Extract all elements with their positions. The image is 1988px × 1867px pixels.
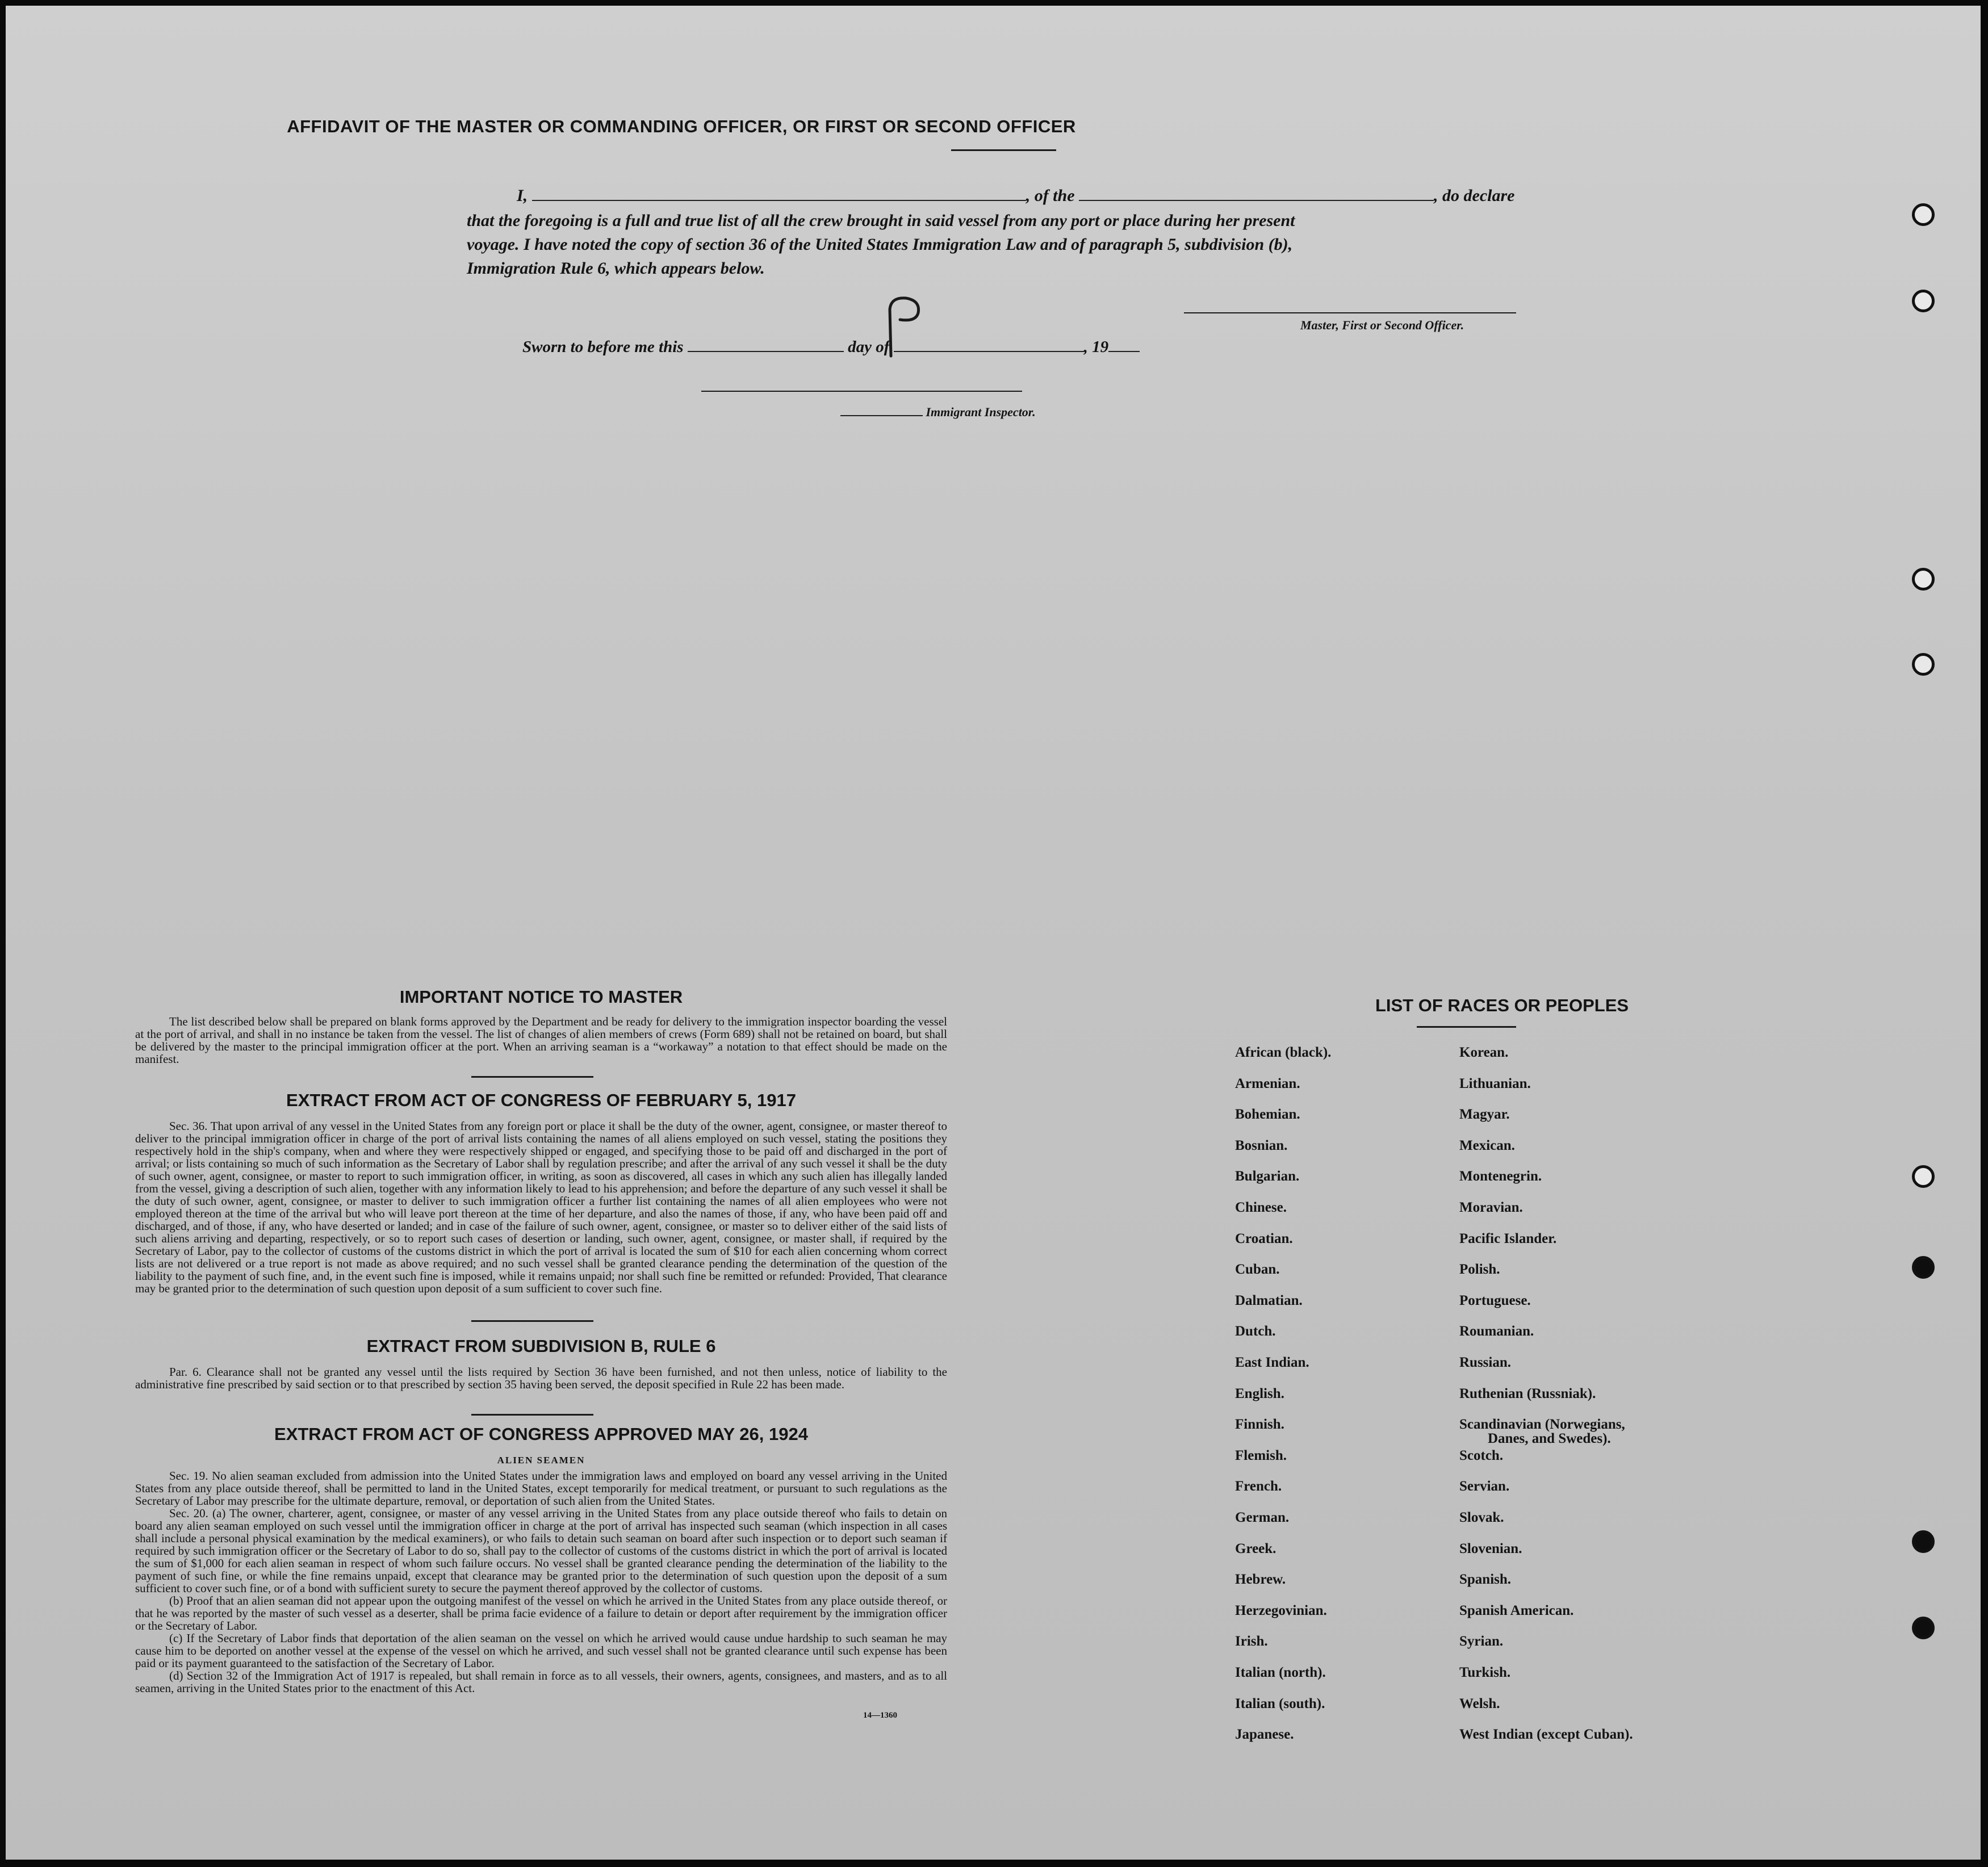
race-item: Bulgarian.: [1235, 1169, 1300, 1184]
race-item: Herzegovinian.: [1235, 1602, 1327, 1618]
race-item: Greek.: [1235, 1541, 1276, 1556]
divider: [1417, 1026, 1516, 1028]
binder-hole: [1912, 1256, 1935, 1279]
binder-hole: [1912, 290, 1935, 312]
sec-20b-paragraph: (b) Proof that an alien seaman did not appear upon the outgoing manifest of the vessel on which he arrived in the United States from any place outside thereof, or that he was reported by the master of such vessel as a deserter, shall be prima facie evidence of a failure to detain or deport after requirement by the immigration officer or the Secretary of Labor.: [135, 1594, 947, 1632]
affidavit-declaration-line: [517, 186, 1514, 206]
do-declare-label: , do declare: [1434, 186, 1515, 205]
race-item: Italian (north).: [1235, 1665, 1326, 1680]
race-item: Spanish.: [1459, 1572, 1512, 1588]
affidavit-title: AFFIDAVIT OF THE MASTER OR COMMANDING OFFICER, OR FIRST OR SECOND OFFICER: [287, 116, 1076, 136]
race-item: Mexican.: [1459, 1137, 1515, 1153]
race-item: Flemish.: [1235, 1447, 1287, 1463]
inspector-line: [840, 405, 1036, 420]
affidavit-line-3: voyage. I have noted the copy of section 36 of the United States Immigration Law and of paragraph 5, subdivision (b),: [467, 235, 1293, 254]
races-title: LIST OF RACES OR PEOPLES: [1375, 995, 1629, 1015]
race-item: Pacific Islander.: [1459, 1230, 1557, 1246]
race-item: Spanish American.: [1459, 1602, 1574, 1618]
sworn-month-field[interactable]: [894, 351, 1084, 352]
race-item: Moravian.: [1459, 1200, 1523, 1215]
vessel-name-field[interactable]: [1079, 200, 1434, 201]
race-item: Bohemian.: [1235, 1107, 1300, 1123]
sec-36-paragraph: Sec. 36. That upon arrival of any vessel in the United States from any foreign port or place it shall be the duty of the owner, agent, consignee, or master thereof to deliver to the principal immigration officer in charge of the port of arrival lists containing the names of all aliens employed on such vessel, stating the positions they respectively hold in the ship's company, when and where they were respectively shipped or engaged, and specifying those to be paid off and discharged in the port of arrival; or lists containing so much of such information as the Secretary of Labor shall by regulation prescribe; and after the arrival of any such vessel it shall be the duty of such owner, agent, consignee, or master to report to such immigration officer, in writing, as soon as discovered, all cases in which any such alien has illegally landed from the vessel, giving a description of such alien, together with any information likely to lead to his apprehension; and before the departure of any such vessel it shall be the duty of such owner, agent, consignee, or master to deliver to such immigration officer a further list containing the names of all alien employees who were not employed thereon at the time of the arrival but who will leave port thereon at the time of her departure, and also the names of those, if any, who have been paid off and discharged, and of those, if any, who have deserted or landed; and in case of the failure of such owner, agent, consignee, or master so to deliver either of the said lists of such aliens arriving and departing, respectively, or so to report such cases of desertion or landing, such owner, agent, consignee, or master shall, if required by the Secretary of Labor, pay to the collector of customs of the customs district in which the port of arrival is located the sum of $10 for each alien concerning whom correct lists are not delivered or a true report is not made as above required; and no such vessel shall be granted clearance pending the determination of the question of the liability to the payment of such fine, and, in the event such fine is imposed, while it remains unpaid; nor shall such fine be remitted or refunded: Provided, That clearance may be granted prior to the determination of such question upon deposit of a sum sufficient to cover such fine.: [135, 1119, 947, 1295]
sec-20d-paragraph: (d) Section 32 of the Immigration Act of 1917 is repealed, but shall remain in force as to all vessels, their owners, agents, consignees, and masters, and as to all seamen, arriving in the United States prior to the enactment of this Act.: [135, 1669, 947, 1695]
sworn-label: Sworn to before me this: [522, 338, 684, 356]
alien-seamen-subtitle: ALIEN SEAMEN: [497, 1455, 585, 1466]
inspector-name-field[interactable]: [840, 415, 923, 416]
race-item: Scandinavian (Norwegians,: [1459, 1417, 1625, 1433]
extract-1924-title: EXTRACT FROM ACT OF CONGRESS APPROVED MAY 26, 1924: [274, 1424, 808, 1444]
race-item: Italian (south).: [1235, 1696, 1325, 1711]
race-item: Ruthenian (Russniak).: [1459, 1385, 1596, 1401]
race-item: Dalmatian.: [1235, 1292, 1303, 1308]
document-page: [6, 6, 1981, 1860]
race-item: Croatian.: [1235, 1230, 1293, 1246]
divider: [471, 1320, 593, 1322]
race-item: Lithuanian.: [1459, 1075, 1531, 1091]
race-item: Hebrew.: [1235, 1572, 1286, 1588]
race-item: German.: [1235, 1510, 1290, 1525]
race-item: Cuban.: [1235, 1262, 1280, 1278]
race-item: Armenian.: [1235, 1075, 1300, 1091]
race-item: French.: [1235, 1479, 1282, 1495]
sworn-day-field[interactable]: [688, 351, 844, 352]
race-item: Montenegrin.: [1459, 1169, 1542, 1184]
extract-rule6-title: EXTRACT FROM SUBDIVISION B, RULE 6: [366, 1336, 716, 1356]
signature-line[interactable]: [1184, 312, 1516, 313]
race-item: English.: [1235, 1385, 1284, 1401]
race-item: Russian.: [1459, 1355, 1512, 1370]
race-item: Scotch.: [1459, 1447, 1504, 1463]
race-item: Magyar.: [1459, 1107, 1510, 1123]
i-label: I,: [517, 186, 528, 205]
notice-title: IMPORTANT NOTICE TO MASTER: [399, 987, 683, 1007]
race-item: Bosnian.: [1235, 1137, 1288, 1153]
race-item: Finnish.: [1235, 1417, 1284, 1433]
par-6-paragraph: Par. 6. Clearance shall not be granted any vessel until the lists required by Section 36 have been furnished, and not then unless, notice of liability to the administrative fine prescribed by said section or to that prescribed by section 35 having been served, the deposit specified in Rule 22 has been made.: [135, 1365, 947, 1391]
extract-1917-body: [135, 1120, 947, 1295]
form-number: 14—1360: [863, 1711, 897, 1720]
race-item: Korean.: [1459, 1045, 1509, 1060]
race-item: Portuguese.: [1459, 1292, 1531, 1308]
binder-hole: [1912, 1165, 1935, 1188]
signature-label: Master, First or Second Officer.: [1300, 318, 1464, 332]
binder-hole: [1912, 653, 1935, 676]
inspector-label: Immigrant Inspector.: [926, 405, 1036, 419]
race-item: Slovenian.: [1459, 1541, 1522, 1556]
inspector-signature-line[interactable]: [701, 391, 1022, 392]
race-item: Slovak.: [1459, 1510, 1504, 1525]
divider: [471, 1076, 593, 1078]
extract-1917-title: EXTRACT FROM ACT OF CONGRESS OF FEBRUARY 5, 1917: [286, 1090, 796, 1110]
race-item: Chinese.: [1235, 1200, 1287, 1215]
sec-19-paragraph: Sec. 19. No alien seaman excluded from admission into the United States under the immigration laws and employed on board any vessel arriving in the United States from any place outside thereof, shall be permitted to land in the United States, except temporarily for medical treatment, or pursuant to such regulations as the Secretary of Labor may prescribe for the ultimate departure, removal, or deportation of such alien from the United States.: [135, 1469, 947, 1508]
binder-hole: [1912, 568, 1935, 591]
divider: [951, 149, 1056, 151]
extract-1924-body: [135, 1470, 947, 1694]
year-prefix-label: , 19: [1083, 338, 1109, 356]
sec-20a-paragraph: Sec. 20. (a) The owner, charterer, agent, consignee, or master of any vessel arriving in the United States from any place outside thereof who fails to detain on board any alien seaman employed on such vessel until the immigration officer in charge at the port of arrival has inspected such seaman (which inspection in all cases shall include a personal physical examination by the medical examiners), or who fails to detain such seaman on board after such inspection or to deport such seaman if required by such immigration officer or the Secretary of Labor to do so, shall pay to the collector of customs of the customs district in which the port of arrival is located the sum of $1,000 for each alien seaman in respect of whom such failure occurs. No vessel shall be granted clearance pending the determination of the liability to the payment of such fine, or while the fine remains unpaid, except that clearance may be granted prior to the determination of such question upon the deposit of a sum sufficient to cover such fine, or of a bond with sufficient surety to secure the payment thereof approved by the collector of customs.: [135, 1506, 947, 1595]
race-item: East Indian.: [1235, 1355, 1309, 1370]
affidavit-line-4: Immigration Rule 6, which appears below.: [467, 259, 765, 278]
of-the-label: , of the: [1026, 186, 1075, 205]
binder-hole: [1912, 1617, 1935, 1639]
race-item: Polish.: [1459, 1262, 1500, 1278]
race-item: Roumanian.: [1459, 1324, 1534, 1339]
sec-20c-paragraph: (c) If the Secretary of Labor finds that deportation of the alien seaman on the vessel on which he arrived would cause undue hardship to such seaman he may cause him to be deported on another vessel at the expense of the vessel on which he arrived, and such vessel shall not be granted clearance until such expense has been paid or its payment guaranteed to the satisfaction of the Secretary of Labor.: [135, 1631, 947, 1670]
race-item: Dutch.: [1235, 1324, 1276, 1339]
sworn-year-field[interactable]: [1108, 351, 1140, 352]
race-item: African (black).: [1235, 1045, 1332, 1060]
sworn-line: [522, 338, 1140, 357]
declarant-name-field[interactable]: [532, 200, 1026, 201]
divider: [471, 1414, 593, 1416]
notice-body: [135, 1015, 947, 1065]
extract-rule6-body: [135, 1366, 947, 1391]
binder-hole: [1912, 203, 1935, 226]
race-item: Welsh.: [1459, 1696, 1500, 1711]
binder-hole: [1912, 1530, 1935, 1553]
race-item: West Indian (except Cuban).: [1459, 1727, 1633, 1743]
race-item-continuation: Danes, and Swedes).: [1488, 1431, 1611, 1447]
day-of-label: day of: [848, 338, 890, 356]
race-item: Syrian.: [1459, 1634, 1504, 1650]
race-item: Turkish.: [1459, 1665, 1511, 1680]
race-item: Irish.: [1235, 1634, 1268, 1650]
affidavit-line-2: that the foregoing is a full and true list of all the crew brought in said vessel from any port or place during her present: [467, 211, 1295, 230]
race-item: Servian.: [1459, 1479, 1510, 1495]
race-item: Japanese.: [1235, 1727, 1294, 1743]
notice-paragraph: The list described below shall be prepared on blank forms approved by the Department and be ready for delivery to the immigration inspector boarding the vessel at the port of arrival, and shall in no instance be taken from the vessel. The list of changes of alien members of crews (Form 689) shall not be retained on board, but shall be delivered by the master to the principal immigration officer at the port. When an arriving seaman is a “workaway” a notation to that effect should be made on the manifest.: [135, 1015, 947, 1066]
bleed-through-text: [1482, 102, 1492, 124]
